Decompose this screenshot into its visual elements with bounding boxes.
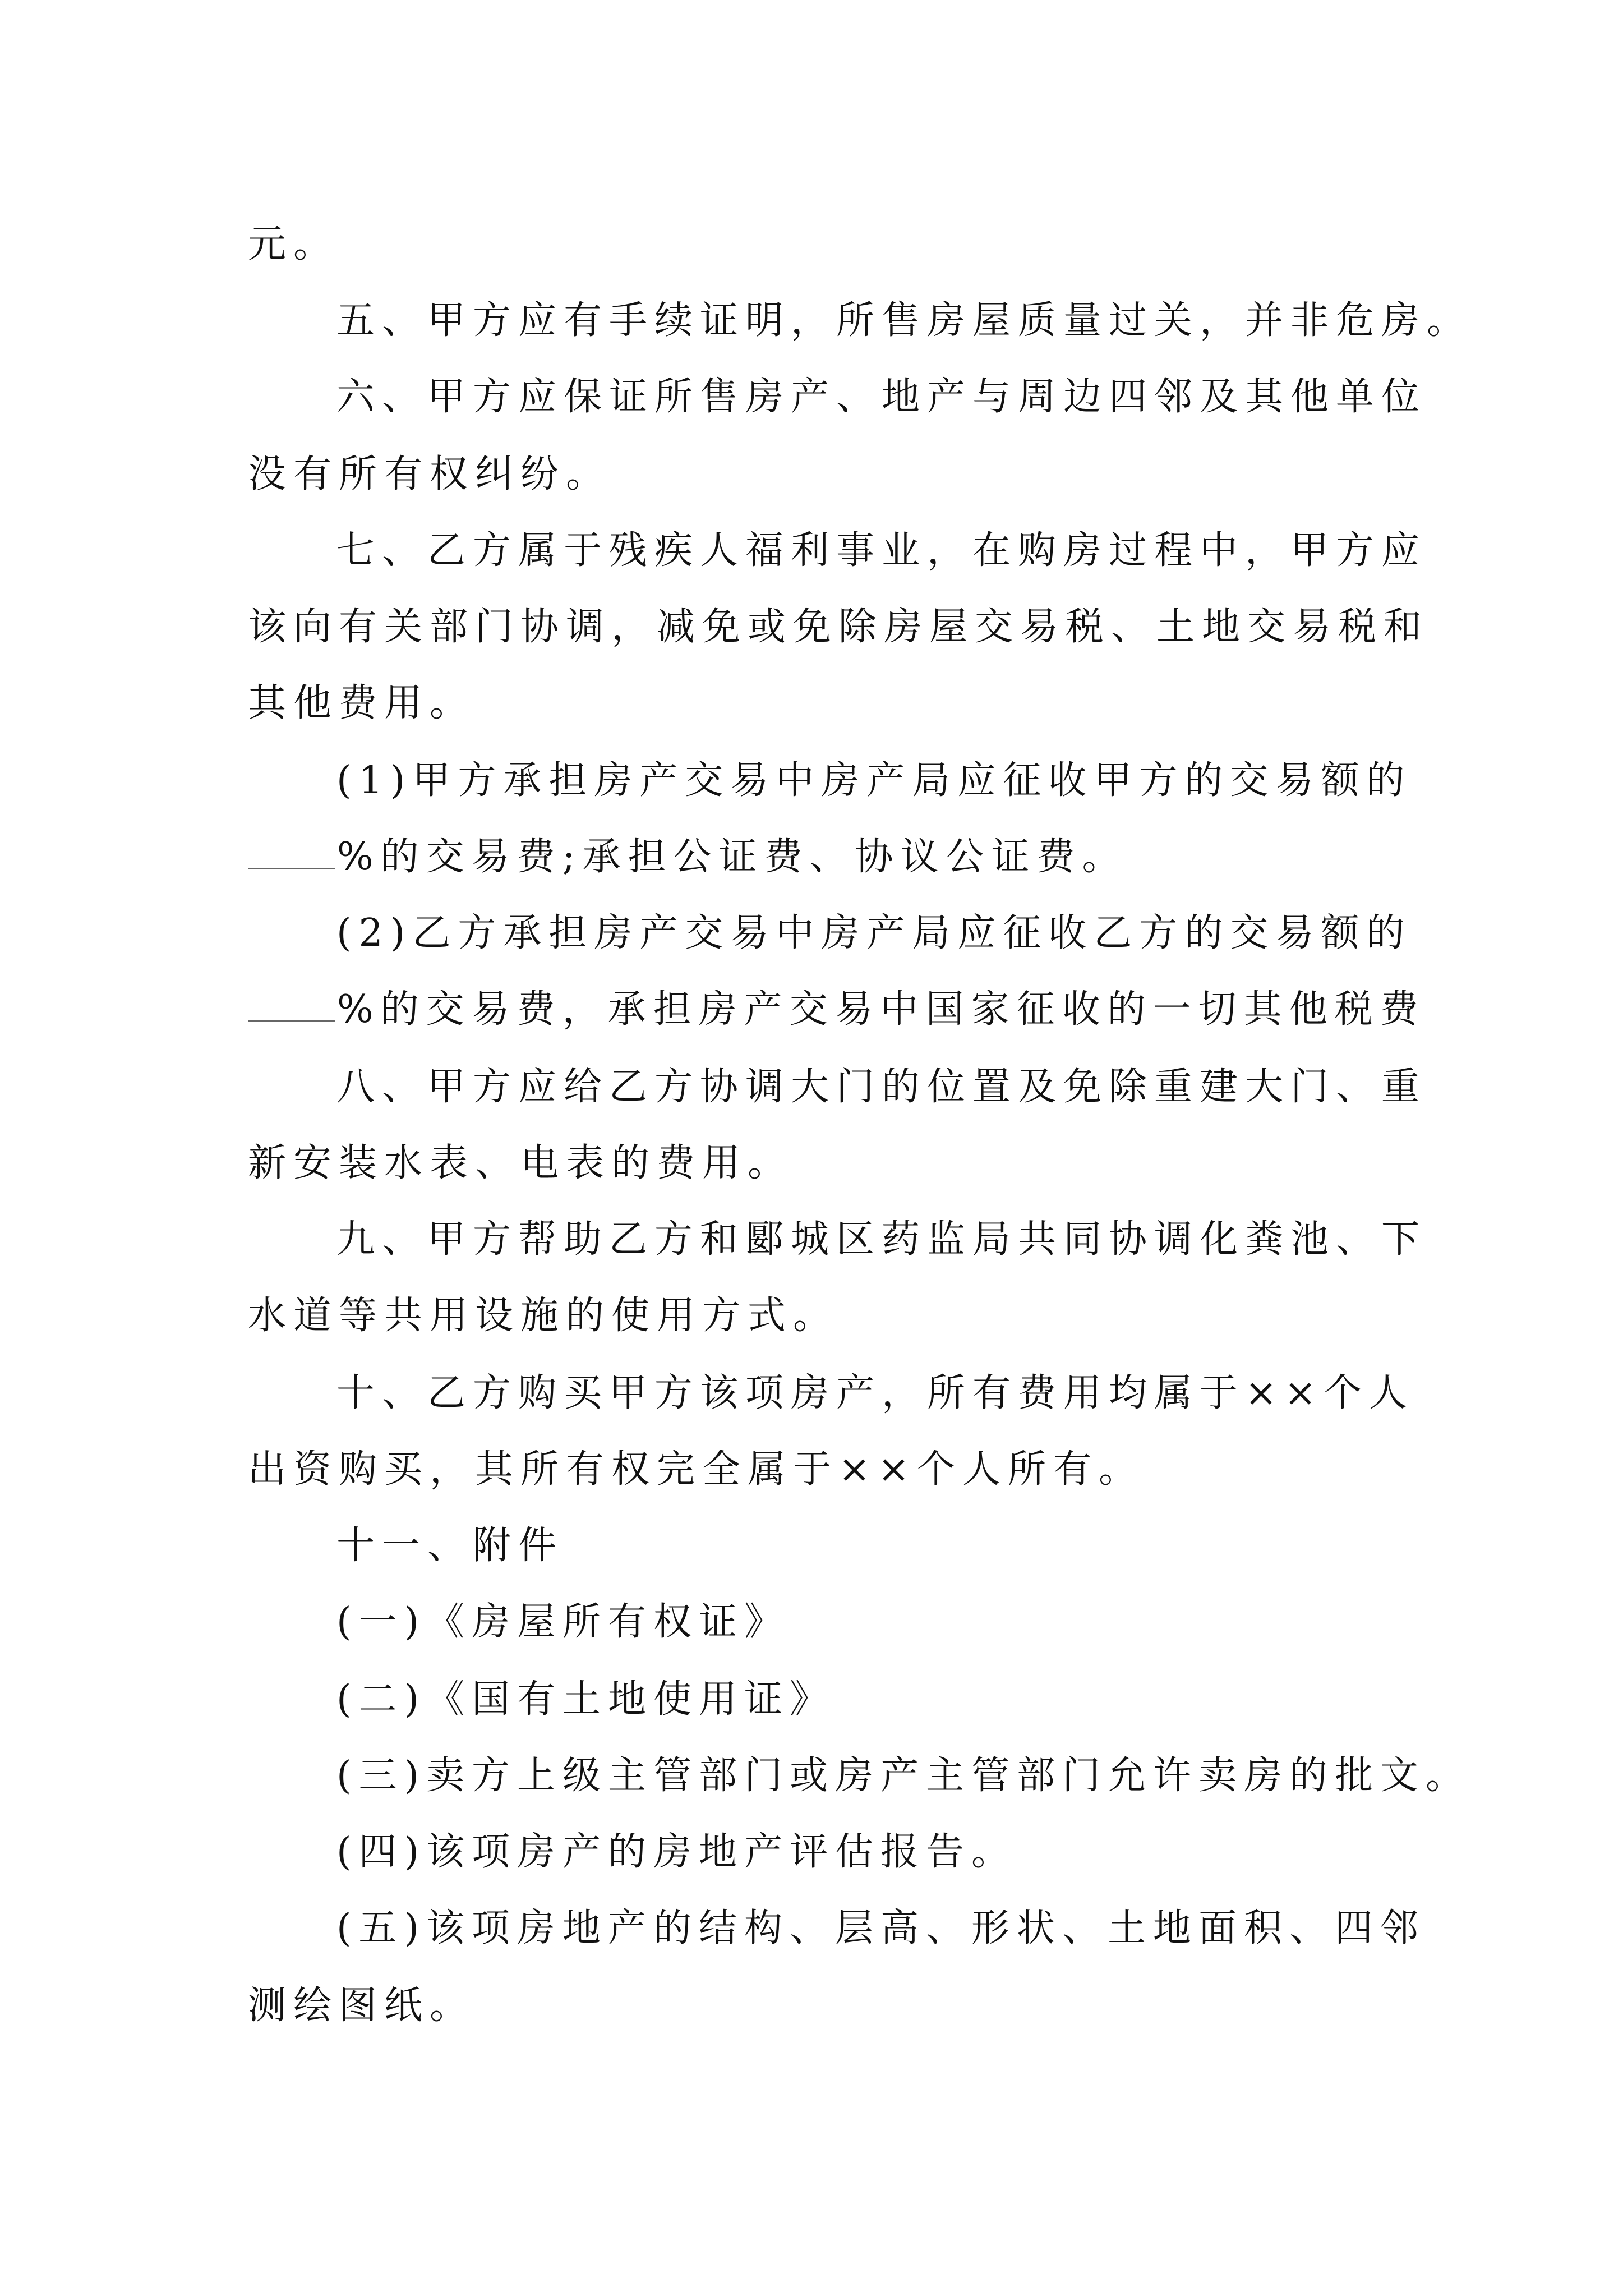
text-line: 元。 <box>248 222 339 266</box>
text-line: (1)甲方承担房产交易中房产局应征收甲方的交易额的 <box>336 758 1412 803</box>
text-line: (三)卖方上级主管部门或房产主管部门允许卖房的批文。 <box>336 1754 1472 1798</box>
text-line: 该向有关部门协调，减免或免除房屋交易税、土地交易税和 <box>248 605 1430 649</box>
text-line: (五)该项房地产的结构、层高、形状、土地面积、四邻 <box>336 1906 1426 1950</box>
text-line: 新安装水表、电表的费用。 <box>248 1141 794 1185</box>
text-line: 测绘图纸。 <box>248 1984 476 2028</box>
text-line: 十一、附件 <box>336 1524 564 1568</box>
text-line: (一)《房屋所有权证》 <box>336 1600 790 1644</box>
fill-in-blank <box>248 835 335 869</box>
fill-in-blank <box>248 988 335 1022</box>
text-line-content: %的交易费;承担公证费、协议公证费。 <box>337 835 1128 879</box>
text-line: 其他费用。 <box>248 681 476 725</box>
text-line-content: %的交易费，承担房产交易中国家征收的一切其他税费 <box>337 987 1426 1032</box>
text-line: 七、乙方属于残疾人福利事业，在购房过程中，甲方应 <box>336 528 1427 573</box>
text-line: 六、甲方应保证所售房产、地产与周边四邻及其他单位 <box>336 375 1427 419</box>
text-line: (四)该项房产的房地产评估报告。 <box>336 1830 1017 1874</box>
text-line: 没有所有权纠纷。 <box>248 452 612 496</box>
text-line: 八、甲方应给乙方协调大门的位置及免除重建大门、重 <box>336 1065 1427 1109</box>
text-line <box>248 987 1426 1032</box>
text-line: (二)《国有土地使用证》 <box>336 1677 836 1722</box>
text-line: 出资购买，其所有权完全属于××个人所有。 <box>248 1447 1144 1492</box>
text-line: 九、甲方帮助乙方和郾城区药监局共同协调化粪池、下 <box>336 1217 1427 1262</box>
text-line <box>248 835 1128 880</box>
text-line: 水道等共用设施的使用方式。 <box>248 1294 839 1338</box>
text-line: (2)乙方承担房产交易中房产局应征收乙方的交易额的 <box>336 911 1412 955</box>
text-line: 五、甲方应有手续证明，所售房屋质量过关，并非危房。 <box>336 298 1473 343</box>
text-line: 十、乙方购买甲方该项房产，所有费用均属于××个人 <box>336 1371 1414 1415</box>
